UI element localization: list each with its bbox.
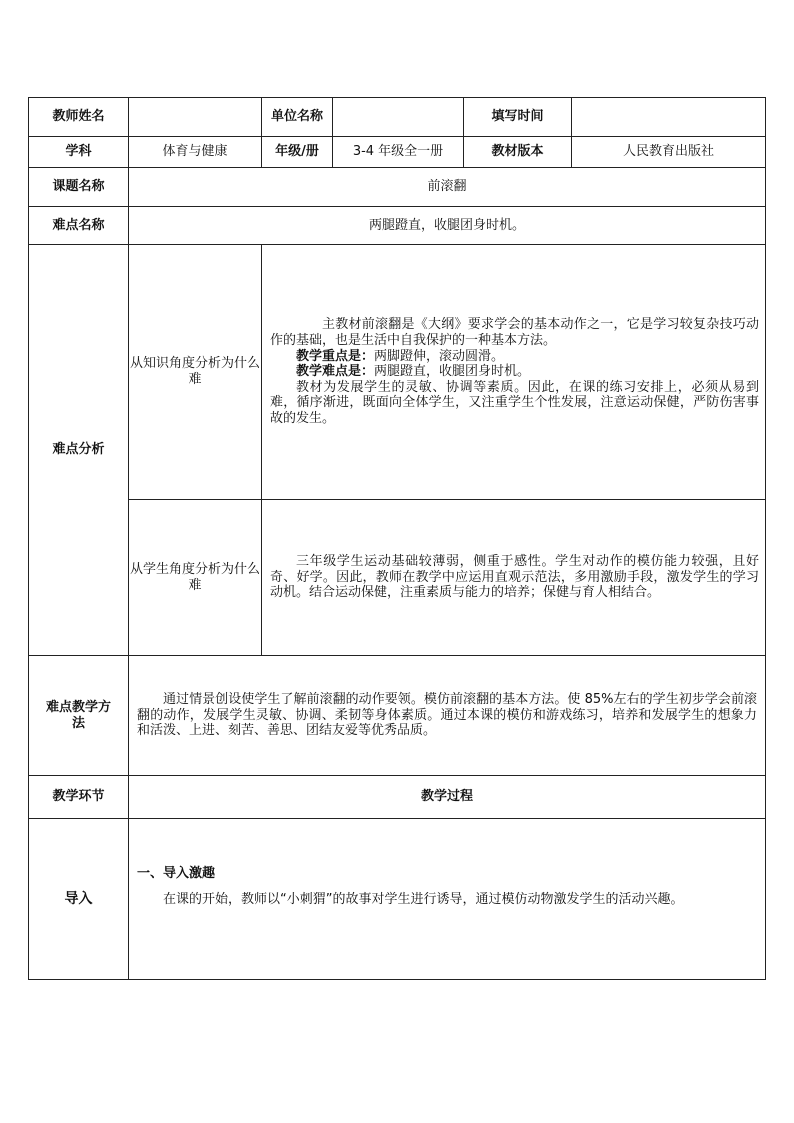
fill-time-label: 填写时间 [464,98,572,137]
student-angle-label: 从学生角度分析为什么难 [129,500,262,656]
key-point-text: 两脚蹬伸，滚动圆滑。 [374,348,505,364]
method-paragraph: 通过情景创设使学生了解前滚翻的动作要领。模仿前滚翻的基本方法。使 85%左右的学生初步学会前滚翻的动作，发展学生灵敏、协调、柔韧等身体素质。通过本课的模仿和游戏练习，培养和发展学生的想象力和活泼、上进、刻苦、善思、团结友爱等优秀品质。 [137,692,757,739]
difficulty-point-text: 两腿蹬直，收腿团身时机。 [374,364,531,380]
method-label: 难点教学方法 [29,656,129,776]
grade-value: 3-4 年级全一册 [333,137,464,168]
knowledge-analysis-text [262,245,766,500]
knowledge-angle-label: 从知识角度分析为什么难 [129,245,262,500]
row-process-header [29,776,766,819]
difficulty-point-label: 教学难点是： [296,364,375,380]
row-subject [29,137,766,168]
student-analysis-text [262,500,766,656]
key-point-label: 教学重点是： [296,348,375,364]
subject-value: 体育与健康 [129,137,262,168]
analysis-label: 难点分析 [29,245,129,656]
lesson-plan-table [28,97,766,980]
teacher-name-field[interactable] [129,98,262,137]
unit-name-label: 单位名称 [262,98,333,137]
row-lesson [29,168,766,207]
key-point-line [270,349,759,365]
grade-label: 年级/册 [262,137,333,168]
fill-time-field[interactable] [572,98,766,137]
row-student-analysis [29,500,766,656]
unit-name-field[interactable] [333,98,464,137]
teacher-name-label: 教师姓名 [29,98,129,137]
subject-label: 学科 [29,137,129,168]
difficulty-label: 难点名称 [29,207,129,245]
lesson-value: 前滚翻 [129,168,766,207]
row-difficulty [29,207,766,245]
method-text-cell [129,656,766,776]
knowledge-paragraph-4: 教材为发展学生的灵敏、协调等素质。因此，在课的练习安排上，必须从易到难，循序渐进，既面向全体学生，又注重学生个性发展，注意运动保健，严防伤害事故的发生。 [270,379,759,426]
knowledge-paragraph-1: 主教材前滚翻是《大纲》要求学会的基本动作之一，它是学习较复杂技巧动作的基础，也是生活中自我保护的一种基本方法。 [270,317,759,349]
lesson-label: 课题名称 [29,168,129,207]
difficulty-point-line [270,364,759,380]
textbook-value: 人民教育出版社 [572,137,766,168]
row-knowledge-analysis [29,245,766,500]
process-label: 教学过程 [129,776,766,819]
row-teacher [29,98,766,137]
intro-label: 导入 [29,819,129,980]
difficulty-value: 两腿蹬直，收腿团身时机。 [129,207,766,245]
intro-heading: 一、导入激趣 [137,866,216,881]
intro-text: 在课的开始，教师以“小刺猬”的故事对学生进行诱导，通过模仿动物激发学生的活动兴趣。 [163,892,684,907]
row-method [29,656,766,776]
intro-content [129,819,766,980]
row-intro [29,819,766,980]
stage-label: 教学环节 [29,776,129,819]
textbook-label: 教材版本 [464,137,572,168]
student-paragraph-1: 三年级学生运动基础较薄弱，侧重于感性。学生对动作的模仿能力较强，且好奇、好学。因此，教师在教学中应运用直观示范法，多用激励手段，激发学生的学习动机。结合运动保健，注重素质与能力的培养；保健与育人相结合。 [270,554,759,601]
